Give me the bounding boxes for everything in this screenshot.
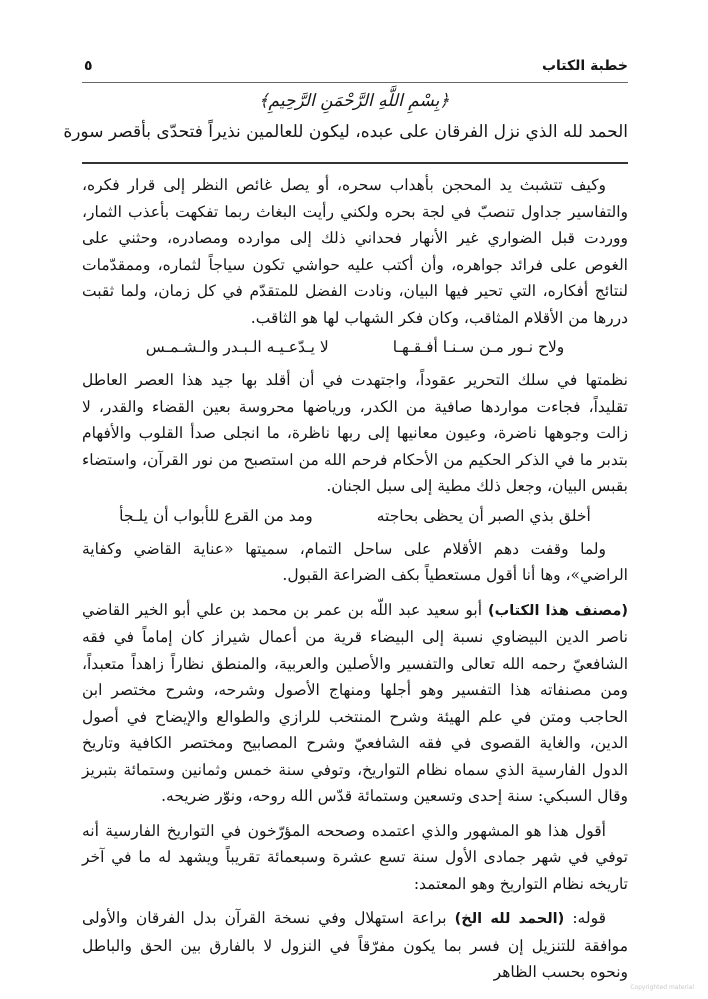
main-text-opening-line: الحمد لله الذي نزل الفرقان على عبده، ليكون للعالمين نذيراً فتحدّى بأقصر سورة [63, 122, 628, 142]
poetry-verse-2 [82, 502, 628, 530]
paragraph-death-date-note: أقول هذا هو المشهور والذي اعتمده وصححه المؤرّخون في التواريخ الفارسية أنه توفي في شهر جمادى الأول سنة تسع عشرة وسبعمائة تقريباً ويشهد له ما في آخر تاريخه نظام التواريخ وهو المعتمد: [82, 821, 628, 893]
quoted-lemma-label: (الحمد لله الخ) [454, 911, 565, 927]
verse-1-first-hemistich: ولاح نـور مـن سـنـا أفـقـهـا [392, 338, 565, 356]
verse-1-second-hemistich: لا يـدّعـيـه الـبـدر والـشـمـس [145, 338, 329, 356]
page-number: ٥ [84, 58, 93, 74]
verse-2-first-hemistich: أخلق بذي الصبر أن يحظى بحاجته [376, 506, 591, 525]
verse-2-second-hemistich: ومد من القرع للأبواب أن يلـجأ [119, 506, 313, 525]
paragraph-author-bio [82, 597, 628, 810]
basmala-heading: ﴿بِسْمِ اللَّهِ الرَّحْمَنِ الرَّحِيمِ﴾ [258, 91, 450, 111]
qawluhu-lead: قوله: [564, 909, 606, 927]
header-rule [82, 82, 628, 83]
running-head [82, 56, 628, 78]
paragraph-intro: وكيف تتشبث يد المحجن بأهداب سحره، أو يصل غائص النظر إلى قرار فكره، والتفاسير جداول تنصبّ في لجة بحره ولكني رأيت البغاث ربما تفكهت بأعذب الثمار، ووردت قبل الضواري غير الأنهار فحداني ذلك إلى موارده ومصادره، وحثني على الغوص على فرائد جواهره، وأن أكتب عليه حواشي تكون سياجاً لثماره، وممقدّمات لنتائج أفكاره، التي تحير فيها البيان، ونادت الفضل للمتقدّم في كل زمان، ولما ثقبت دررها من الأقلام المثاقب، وكان فكر الشهاب لها هو الثاقب. [82, 176, 628, 327]
paragraph-book-title: ولما وقفت دهم الأقلام على ساحل التمام، سميتها «عناية القاضي وكفاية الراضي»، وها أنا أقول مستعطياً بكف الضراعة القبول. [82, 539, 628, 584]
author-section-label: (مصنف هذا الكتاب) [488, 602, 629, 619]
running-title: خطبة الكتاب [541, 58, 628, 74]
author-bio-text: أبو سعيد عبد اللّه بن عمر بن محمد بن علي أبو الخير القاضي ناصر الدين البيضاوي نسبة إلى البيضاء قرية من أعمال شيراز كان إماماً في فقه الشافعيّ رحمه الله تعالى والتفسير والأصلين والعربية، والمنطق نظاراً زاهداً متعبداً، ومن مصنفاته هذا التفسير وهو أجلها ومنهاج الأصول وشرحه، وشرح مختصر ابن الحاجب ومتن في علم الهيئة وشرح المنتخب للرازي والطوالع والإيضاح في أصول الدين، والغاية القصوى في فقه الشافعيّ وشرح المصابيح ومختصر الكافية وتاريخ الدول الفارسية الذي سماه نظام التواريخ، وتوفي سنة خمس وثمانين وستمائة بتبريز وقال السبكي: سنة إحدى وتسعين وستمائة قدّس الله روحه، ونوّر ضريحه. [82, 600, 628, 805]
paragraph-commentary-qawluhu [82, 905, 628, 986]
copyright-watermark: Copyrighted material [630, 984, 694, 991]
commentary-body [82, 172, 628, 986]
poetry-verse-1 [82, 333, 628, 361]
section-divider [82, 162, 628, 164]
paragraph-composition: نظمتها في سلك التحرير عقوداً، واجتهدت في أن أقلد بها جيد هذا العصر العاطل تقليداً، فجاءت مواردها صافية من الكدر، ورياضها محروسة بعين القضاء والقدر، لا زالت وجوهها ناضرة، وعيون معانيها إلى ربها ناظرة، ما انجلى صدأ القلوب والأفهام بتدبر ما في الذكر الحكيم من الأحكام فرحم الله من استصبح من نور القرآن، واستضاء بقبس البيان، وجعل ذلك مطية إلى سبل الجنان. [82, 371, 628, 495]
qawluhu-text: براعة استهلال وفي نسخة القرآن بدل الفرقان والأولى موافقة للتنزيل إن فسر بما يكون مفرّقاً في النزول لا بالفارق بين الحق والباطل ونحوه بحسب الظاهر [82, 909, 628, 981]
